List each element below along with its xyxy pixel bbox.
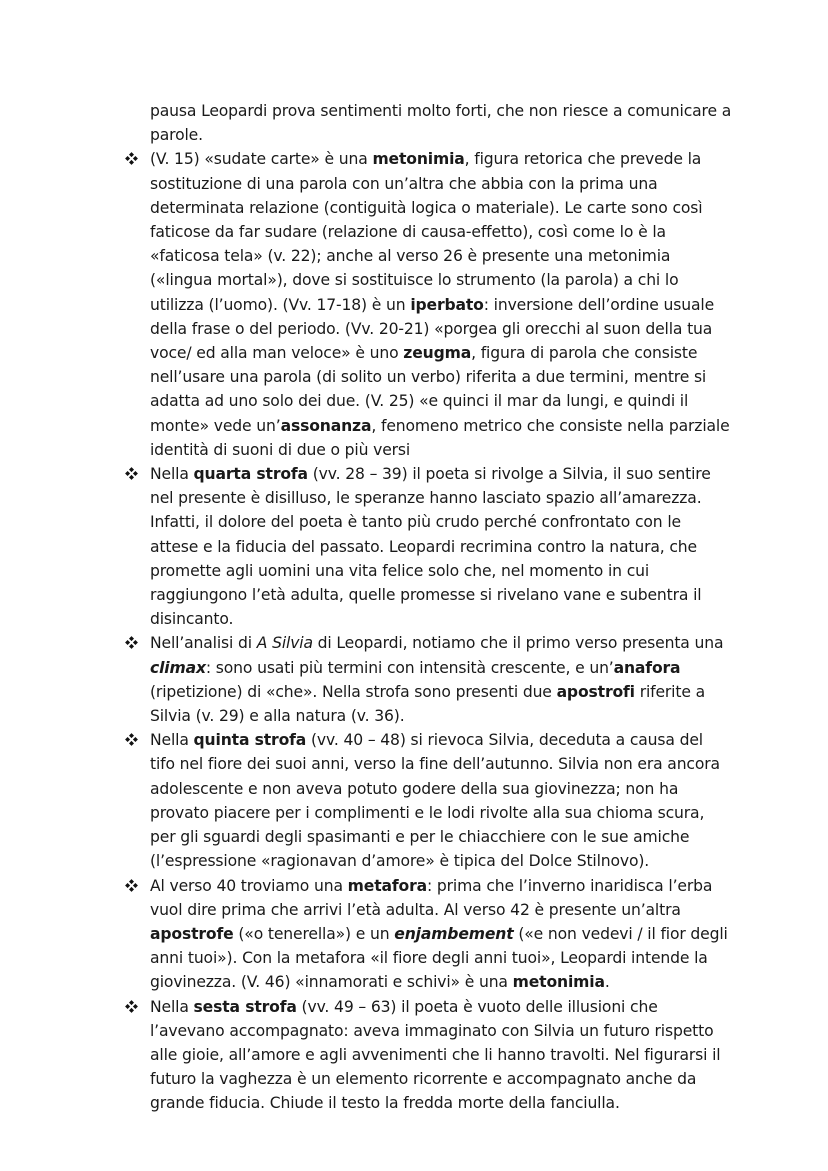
text-run: di Leopardi, notiamo che il primo verso presenta una [312,634,724,653]
four-diamond-bullet-icon [125,995,139,1019]
text-run: : prima che l’inverno inaridisca l’erba vuol dire prima che arrivi l’età adulta. Al verso 42 è presente un’altra [150,876,713,919]
text-run: (ripetizione) di «che». Nella strofa sono presenti due [150,682,557,701]
text-run: , fenomeno metrico che consiste nella parziale identità di suoni di due o più versi [150,416,730,459]
emphasis-term: sesta strofa [193,997,297,1016]
text-run: (vv. 40 – 48) si rievoca Silvia, deceduta a causa del tifo nel fiore dei suoi anni, verso la fine dell’autunno. Silvia non era ancora adolescente e non aveva potuto godere della sua giovinezza; non ha provato piacere per i complimenti e le lodi rivolte alla sua chioma scura, per gli sguardi degli spasimanti e per le chiacchiere con le sue amiche (l’espressione «ragionavan d’amore» è tipica del Dolce Stilnovo). [150,731,720,871]
four-diamond-bullet-icon [125,631,139,655]
text-run: (vv. 49 – 63) il poeta è vuoto delle illusioni che l’avevano accompagnato: aveva immaginato con Silvia un futuro rispetto alle gioie, all’amore e agli avvenimenti che li hanno travolti. Nel figurarsi il futuro la vaghezza è un elemento ricorrente e accompagnato anche da grande fiducia. Chiude il testo la fredda morte della fanciulla. [150,997,721,1113]
emphasis-term: assonanza [280,416,372,435]
emphasis-term: iperbato [410,295,484,314]
text-run: Nella [150,465,194,484]
emphasis-term: quinta strofa [193,731,307,750]
emphasis-term: metonimia [372,150,465,169]
document-body [150,99,732,1116]
text-run: («o tenerella») e un [233,924,395,943]
emphasis-term: apostrofe [150,924,234,943]
text-run: : inversione dell’ordine usuale della frase o del periodo. (Vv. 20-21) «porgea gli orecchi al suon della tua voce/ ed alla man veloce» è uno [150,295,715,363]
emphasis-term: metonimia [512,973,605,992]
emphasis-term: quarta strofa [193,465,308,484]
emphasis-term: metafora [347,876,427,895]
intro-paragraph: pausa Leopardi prova sentimenti molto forti, che non riesce a comunicare a parole. [150,102,732,145]
list-item [150,147,732,462]
bullet-list [150,147,732,1115]
text-run: Nella [150,731,194,750]
list-item [150,728,732,873]
text-run: . [604,973,610,992]
text-run: Nella [150,997,194,1016]
text-run: (V. 15) «sudate carte» è una [150,150,373,169]
text-run: Nell’analisi di [150,634,257,653]
text-run: : sono usati più termini con intensità crescente, e un’ [205,658,614,677]
list-item [150,462,732,631]
text-run: riferite a Silvia (v. 29) e alla natura (v. 36). [150,682,705,726]
emphasis-term: enjambement [394,924,514,943]
four-diamond-bullet-icon [125,147,139,171]
list-item [150,995,732,1116]
list-item [150,874,732,995]
emphasis-term: apostrofi [556,682,635,701]
four-diamond-bullet-icon [125,728,139,752]
list-item [150,631,732,728]
four-diamond-bullet-icon [125,874,139,898]
text-run: , figura di parola che consiste nell’usare una parola (di solito un verbo) riferita a due termini, mentre si adatta ad uno solo dei due. (V. 25) «e quinci il mar da lungi, e quindi il monte» vede un’ [150,344,707,435]
text-run: («e non vedevi / il fior degli anni tuoi»). Con la metafora «il fiore degli anni tuoi», Leopardi intende la giovinezza. (V. 46) «innamorati e schivi» è una [150,924,728,992]
emphasis-term: zeugma [403,344,472,363]
text-run: , figura retorica che prevede la sostituzione di una parola con un’altra che abbia con la prima una determinata relazione (contiguità logica o materiale). Le carte sono così faticose da far sudare (relazione di causa-effetto), così come lo è la «faticosa tela» (v. 22); anche al verso 26 è presente una metonimia («lingua mortal»), dove si sostituisce lo strumento (la parola) a chi lo utilizza (l’uomo). (Vv. 17-18) è un [150,150,703,314]
text-run: (vv. 28 – 39) il poeta si rivolge a Silvia, il suo sentire nel presente è disilluso, le speranze hanno lasciato spazio all’amarezza. Infatti, il dolore del poeta è tanto più crudo perché confrontato con le attese e la fiducia del passato. Leopardi recrimina contro la natura, che promette agli uomini una vita felice solo che, nel momento in cui raggiungono l’età adulta, quelle promesse si rivelano vane e subentra il disincanto. [150,465,711,629]
title-reference: A Silvia [256,634,313,653]
emphasis-term: climax [150,658,206,677]
four-diamond-bullet-icon [125,462,139,486]
emphasis-term: anafora [613,658,681,677]
text-run: Al verso 40 troviamo una [150,876,348,895]
